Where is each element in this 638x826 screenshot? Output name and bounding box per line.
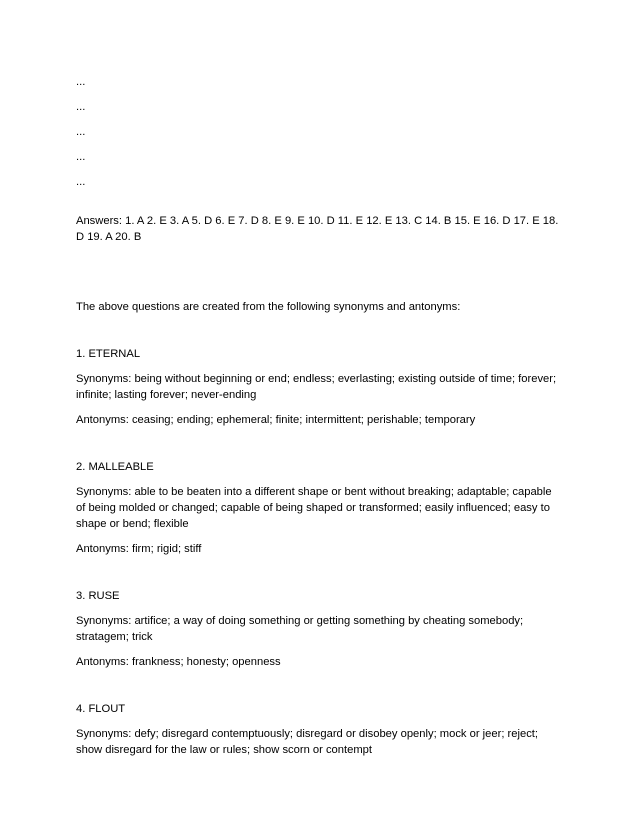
entry-synonyms: Synonyms: artifice; a way of doing something or getting something by cheating somebody; stratagem; trick [76,615,524,643]
intro-text: The above questions are created from the following synonyms and antonyms: [76,301,461,313]
document-body [76,74,562,758]
ellipsis-line: ... [76,151,86,163]
entry-antonyms: Antonyms: frankness; honesty; openness [76,656,281,668]
entry-synonyms: Synonyms: being without beginning or end; endless; everlasting; existing outside of time; forever; infinite; lasting forever; never-ending [76,373,557,401]
entry-title: 2. MALLEABLE [76,461,154,473]
entry-antonyms: Antonyms: firm; rigid; stiff [76,543,202,555]
ellipsis-line: ... [76,101,86,113]
ellipsis-line: ... [76,176,86,188]
entry-synonyms: Synonyms: able to be beaten into a different shape or bent without breaking; adaptable; capable of being molded or changed; capable of being shaped or transformed; easily influenced; easy to shape or bend; flexible [76,486,552,530]
ellipsis-line: ... [76,76,86,88]
vocab-entry-ruse [76,588,562,670]
entry-antonyms: Antonyms: ceasing; ending; ephemeral; finite; intermittent; perishable; temporary [76,414,476,426]
vocab-entry-malleable [76,459,562,557]
entry-title: 1. ETERNAL [76,348,141,360]
vocab-entry-flout [76,701,562,758]
entry-title: 3. RUSE [76,590,120,602]
ellipsis-line: ... [76,126,86,138]
answer-key: Answers: 1. A 2. E 3. A 5. D 6. E 7. D 8. E 9. E 10. D 11. E 12. E 13. C 14. B 15. E 16. D 17. E 18. D 19. A 20. B [76,215,559,243]
entry-title: 4. FLOUT [76,703,126,715]
vocab-entry-eternal [76,346,562,428]
entry-synonyms: Synonyms: defy; disregard contemptuously; disregard or disobey openly; mock or jeer; reject; show disregard for the law or rules; show scorn or contempt [76,728,539,756]
